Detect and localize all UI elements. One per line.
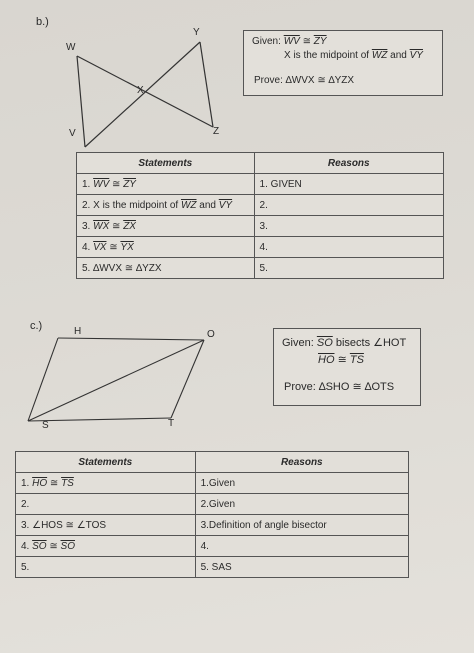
vertex-y: Y: [193, 27, 200, 38]
segment-label: $\overline{ZY}$: [313, 36, 327, 47]
given-prefix: Given:: [252, 36, 281, 47]
reason-cell: 2.Given: [195, 494, 408, 515]
statement-cell: 1. $\overline{HO}$ ≅ $\overline{TS}$: [16, 473, 196, 494]
statement-cell: 3. ∠HOS ≅ ∠TOS: [16, 515, 196, 536]
segment-ho: [58, 338, 204, 340]
table-row: [77, 237, 444, 258]
congruent-symbol: ≅: [302, 36, 311, 47]
part-c-label: c.): [30, 320, 43, 332]
statement-cell: 2. X is the midpoint of $\overline{WZ}$ and $\overline{VY}$: [77, 195, 255, 216]
reason-cell: 3.Definition of angle bisector: [195, 515, 408, 536]
table-header-row: [77, 153, 444, 174]
statements-header: Statements: [77, 153, 255, 174]
table-row: [16, 515, 409, 536]
table-row: [16, 557, 409, 578]
reasons-header: Reasons: [195, 452, 408, 473]
given-prove-box-b: [243, 30, 443, 96]
vertex-w: W: [66, 42, 76, 53]
given-prove-box-c: [273, 328, 421, 406]
statement-cell: 1. $\overline{WV}$ ≅ $\overline{ZY}$: [77, 174, 255, 195]
proof-table-c: [15, 451, 409, 578]
vertex-z: Z: [213, 126, 220, 137]
conjunction: and: [390, 49, 407, 61]
given-line-1-c: Given: $\overline{SO}$ bisects ∠HOT: [282, 337, 407, 349]
vertex-t: T: [168, 418, 175, 429]
table-header-row: [16, 452, 409, 473]
reason-cell: 3.: [254, 216, 443, 237]
segment-so: [28, 340, 204, 421]
table-row: [77, 216, 444, 237]
reason-cell: 4.: [254, 237, 443, 258]
given-line-2-c: $\overline{HO}$ ≅ $\overline{TS}$: [318, 353, 364, 366]
statement-cell: 4. $\overline{SO}$ ≅ $\overline{SO}$: [16, 536, 196, 557]
vertex-v: V: [69, 128, 76, 139]
prove-line-c: Prove: ∆SHO ≅ ∆OTS: [284, 380, 395, 393]
given-text: X is the midpoint of: [284, 49, 370, 61]
proof-table-b: [76, 152, 444, 279]
reasons-header: Reasons: [254, 153, 443, 174]
vertex-s: S: [42, 420, 49, 431]
vertex-o: O: [207, 329, 215, 340]
vertex-h: H: [74, 326, 82, 337]
reason-cell: 1.Given: [195, 473, 408, 494]
vertex-x: X: [137, 85, 144, 96]
segment-st: [28, 418, 171, 421]
statement-cell: 3. $\overline{WX}$ ≅ $\overline{ZX}$: [77, 216, 255, 237]
table-row: [16, 494, 409, 515]
prove-line-b: Prove: ∆WVX ≅ ∆YZX: [254, 75, 355, 86]
segment-label: $\overline{WV}$: [283, 36, 300, 47]
statements-header: Statements: [16, 452, 196, 473]
statement-cell: 5.: [16, 557, 196, 578]
segment-wv: [77, 56, 85, 147]
table-row: [77, 258, 444, 279]
segment-ot: [171, 340, 204, 418]
given-line-2-b: [244, 49, 442, 63]
reason-cell: 4.: [195, 536, 408, 557]
part-b-label: b.): [36, 16, 49, 28]
reason-cell: 1. GIVEN: [254, 174, 443, 195]
segment-label: $\overline{VY}$: [409, 49, 423, 61]
statement-cell: 4. $\overline{VX}$ ≅ $\overline{YX}$: [77, 237, 255, 258]
table-row: [77, 174, 444, 195]
segment-label: $\overline{WZ}$: [371, 49, 388, 61]
reason-cell: 5.: [254, 258, 443, 279]
table-row: [16, 536, 409, 557]
reason-cell: 5. SAS: [195, 557, 408, 578]
statement-cell: 5. ∆WVX ≅ ∆YZX: [77, 258, 255, 279]
table-row: [16, 473, 409, 494]
statement-cell: 2.: [16, 494, 196, 515]
given-line-1-b: [244, 31, 442, 49]
segment-yz: [200, 42, 213, 127]
table-row: [77, 195, 444, 216]
reason-cell: 2.: [254, 195, 443, 216]
segment-hs: [28, 338, 58, 421]
